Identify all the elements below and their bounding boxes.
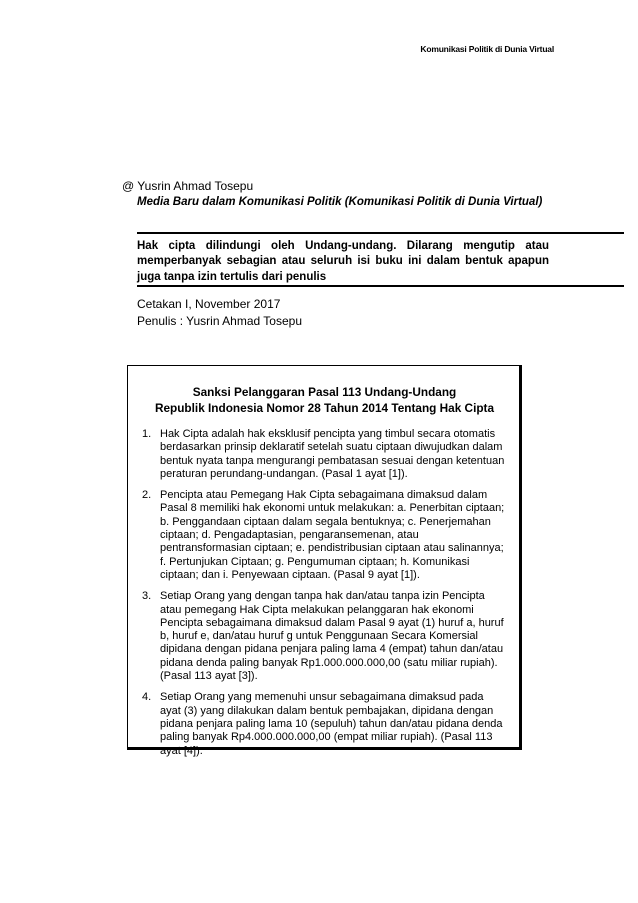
sanction-item-1 [142,428,507,481]
book-title: Media Baru dalam Komunikasi Politik (Komunikasi Politik di Dunia Virtual) [137,196,543,208]
sanctions-title-line-1: Sanksi Pelanggaran Pasal 113 Undang-Undang [192,385,457,399]
sanction-item-text: Hak Cipta adalah hak eksklusif pencipta yang timbul secara otomatis berdasarkan prinsip deklaratif setelah suatu ciptaan diwujudkan dalam bentuk nyata tanpa mengurangi pembatasan sesuai dengan ketentuan peraturan perundang-undangan. (Pasal 1 ayat [1]). [160,428,505,480]
copyright-holder: @ Yusrin Ahmad Tosepu [122,179,254,193]
sanction-item-number: 4. [142,691,152,704]
sanction-item-text: Setiap Orang yang dengan tanpa hak dan/atau tanpa izin Pencipta atau pemegang Hak Cipta melakukan pelanggaran hak ekonomi Pencipta sebagaimana dimaksud dalam Pasal 9 ayat (1) huruf a, huruf b, huruf e, dan/atau huruf g untuk Penggunaan Secara Komersial dipidana dengan pidana penjara paling lama 4 (empat) tahun dan/atau pidana denda paling banyak Rp1.000.000.000,00 (satu miliar rupiah). (Pasal 113 ayat [3]). [160,590,504,683]
sanctions-title [142,384,507,416]
sanction-item-number: 1. [142,428,152,440]
sanction-item-2 [142,489,507,582]
notice-bottom-rule [137,285,624,287]
sanction-item-text: Pencipta atau Pemegang Hak Cipta sebagaimana dimaksud dalam Pasal 8 memiliki hak ekonomi untuk melakukan: a. Penerbitan ciptaan; b. Penggandaan ciptaan dalam segala bentuknya; c. Penerjemahan ciptaan; d. Pengadaptasian, pengaransemenan, atau pentransformasian ciptaan; e. pendistribusian ciptaan atau salinannya; f. Pertunjukan Ciptaan; g. Pengumuman ciptaan; h. Komunikasi ciptaan; dan i. Penyewaan ciptaan. (Pasal 9 ayat [1]). [160,489,505,581]
author-credit: Penulis : Yusrin Ahmad Tosepu [137,314,302,328]
running-header: Komunikasi Politik di Dunia Virtual [420,44,554,54]
printing-edition: Cetakan I, November 2017 [137,297,281,311]
edition-info [137,296,302,330]
sanctions-list [142,428,507,758]
sanction-item-text: Setiap Orang yang memenuhi unsur sebagaimana dimaksud pada ayat (3) yang dilakukan dalam bentuk pembajakan, dipidana dengan pidana penjara paling lama 10 (sepuluh) tahun dan/atau pidana denda paling banyak Rp4.000.000.000,00 (empat miliar rupiah). (Pasal 113 ayat [4]). [160,691,503,757]
sanction-item-3 [142,590,507,683]
sanction-item-number: 2. [142,489,152,502]
notice-top-rule [137,232,624,234]
sanction-item-number: 3. [142,590,152,603]
sanctions-title-line-2: Republik Indonesia Nomor 28 Tahun 2014 Tentang Hak Cipta [154,401,495,415]
sanction-item-4 [142,691,507,757]
sanctions-box [127,365,522,757]
copyright-notice: Hak cipta dilindungi oleh Undang-undang. Dilarang mengutip atau memperbanyak sebagian atau seluruh isi buku ini dalam bentuk apapun juga tanpa izin tertulis dari penulis [137,240,549,283]
